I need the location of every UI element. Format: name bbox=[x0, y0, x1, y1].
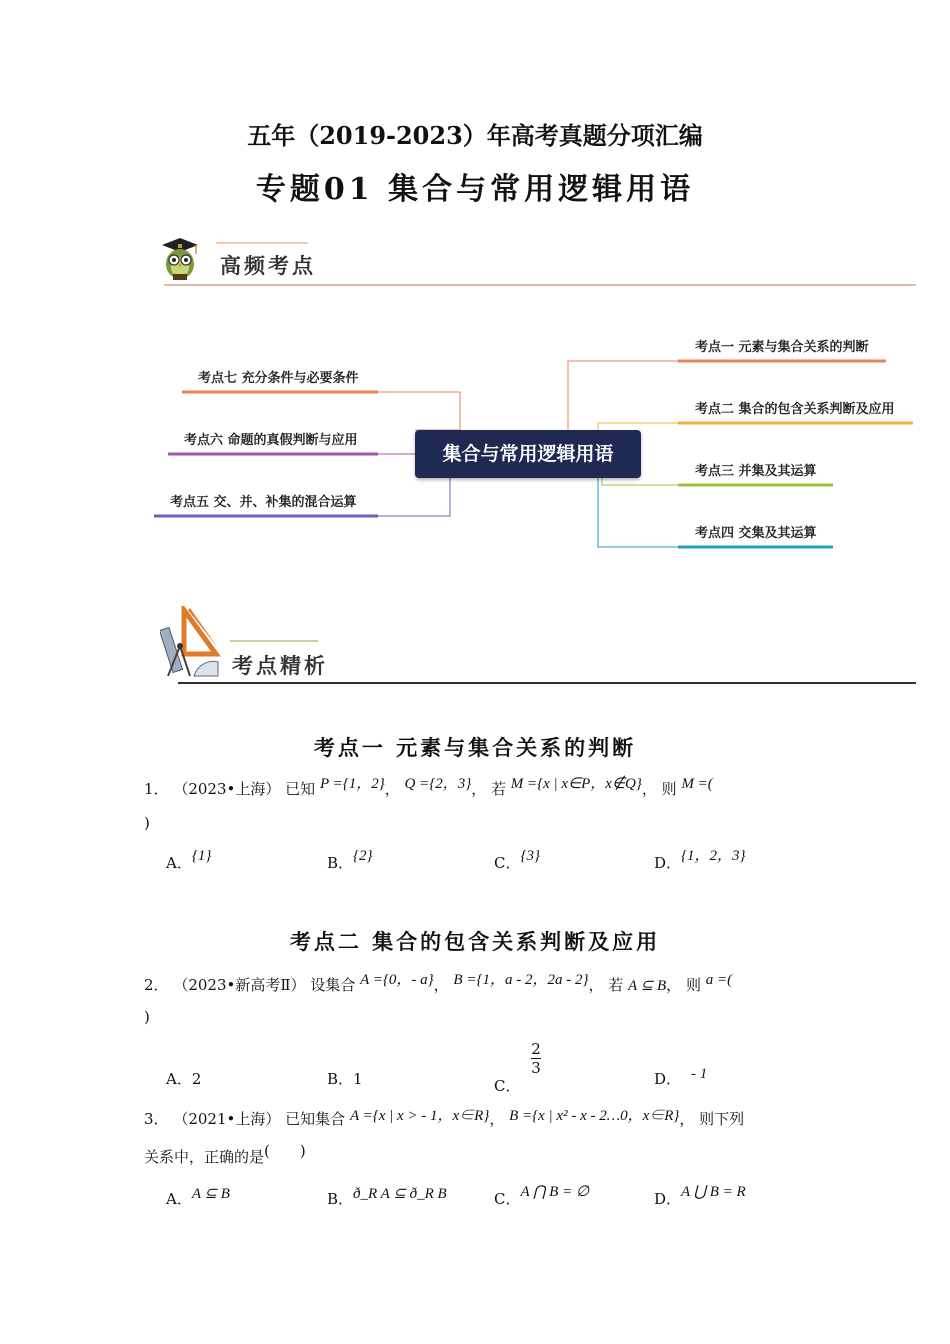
page-subtitle: 专题01 集合与常用逻辑用语 bbox=[255, 172, 695, 207]
header-underline bbox=[178, 682, 916, 684]
question-source: （2023•上海） bbox=[173, 780, 281, 798]
question-number: 2． bbox=[144, 976, 169, 994]
option-value: - 1 bbox=[691, 1066, 708, 1082]
option-key: A． bbox=[166, 1070, 192, 1088]
option-value: {1} bbox=[191, 848, 212, 864]
question-ask: M =( bbox=[681, 776, 713, 792]
mindmap-node-topic-1: 考点一 元素与集合关系的判断 bbox=[695, 340, 869, 355]
set-P: P ={1，2} bbox=[319, 776, 385, 792]
high-freq-section-header bbox=[160, 234, 916, 290]
set-B: B ={1，a - 2，2a - 2} bbox=[453, 972, 589, 988]
question-text: 已知集合 bbox=[285, 1110, 346, 1128]
set-A: A ={0，- a} bbox=[360, 972, 434, 988]
option-key: A． bbox=[166, 1190, 192, 1208]
option-value: 1 bbox=[353, 1070, 363, 1088]
mindmap-center-node: 集合与常用逻辑用语 bbox=[415, 430, 641, 478]
mindmap-node-topic-4: 考点四 交集及其运算 bbox=[695, 526, 817, 541]
topic-heading-1: 考点一 元素与集合关系的判断 bbox=[313, 735, 637, 760]
option-key: C． bbox=[494, 854, 521, 872]
option-value: {1，2，3} bbox=[681, 848, 746, 864]
question-text: 若 bbox=[608, 976, 624, 994]
mindmap-node-topic-3: 考点三 并集及其运算 bbox=[695, 464, 817, 479]
question-text: 则 bbox=[661, 780, 677, 798]
option-key: B． bbox=[327, 854, 354, 872]
option-c[interactable] bbox=[494, 848, 540, 873]
geometry-tools-icon bbox=[160, 606, 222, 680]
question-text: 关系中，正确的是 bbox=[144, 1148, 265, 1166]
condition: A ⊆ B bbox=[628, 978, 667, 994]
mindmap-node-topic-6: 考点六 命题的真假判断与应用 bbox=[184, 433, 358, 448]
option-d[interactable] bbox=[654, 1066, 708, 1089]
question-1: 1． （2023•上海） 已知 P ={1，2}， Q ={2，3}， 若 M ={x | x∈P，x∉Q}， 则 M =( bbox=[144, 776, 713, 798]
mindmap-node-topic-5: 考点五 交、并、补集的混合运算 bbox=[170, 495, 357, 510]
option-key: C． bbox=[494, 1076, 521, 1095]
header-underline bbox=[164, 284, 916, 286]
option-key: B． bbox=[327, 1190, 354, 1208]
option-key: C． bbox=[494, 1190, 521, 1208]
fraction bbox=[531, 1040, 541, 1077]
page-title: 五年（2019-2023）年高考真题分项汇编 bbox=[247, 121, 703, 150]
question-close-paren: ) bbox=[144, 814, 150, 832]
question-close-paren: ) bbox=[144, 1008, 150, 1026]
option-key: A． bbox=[166, 854, 192, 872]
high-freq-label: 高频考点 bbox=[220, 253, 316, 278]
option-d[interactable] bbox=[654, 1184, 746, 1209]
fraction-numerator: 2 bbox=[531, 1040, 541, 1058]
set-A: A ={x | x > - 1，x∈R} bbox=[349, 1108, 490, 1124]
question-ask: a =( bbox=[705, 972, 733, 988]
option-value: A ⋃ B = R bbox=[681, 1184, 746, 1200]
question-3-line2 bbox=[144, 1142, 824, 1168]
mindmap-node-topic-7: 考点七 充分条件与必要条件 bbox=[198, 371, 359, 386]
question-text: 设集合 bbox=[310, 976, 356, 994]
question-3: 3． （2021•上海） 已知集合 A ={x | x > - 1，x∈R}， B ={x | x² - x - 2…0，x∈R}， 则下列 bbox=[144, 1108, 745, 1128]
option-key: D． bbox=[654, 1070, 682, 1088]
option-a[interactable] bbox=[166, 848, 212, 873]
question-2: 2． （2023•新高考Ⅱ） 设集合 A ={0，- a}， B ={1，a - 2，2a - 2}， 若 A ⊆ B， 则 a =( bbox=[144, 972, 733, 994]
set-M: M ={x | x∈P，x∉Q} bbox=[510, 776, 642, 792]
option-value: 2 bbox=[191, 1070, 202, 1088]
question-number: 1． bbox=[144, 780, 169, 798]
option-key: B． bbox=[327, 1070, 354, 1088]
analysis-section-header bbox=[160, 606, 916, 688]
option-b[interactable] bbox=[327, 1188, 447, 1209]
question-text: 若 bbox=[490, 780, 506, 798]
option-key: D． bbox=[654, 1190, 682, 1208]
question-source: （2023•新高考Ⅱ） bbox=[173, 976, 306, 994]
option-value: ð_R A ⊆ ð_R B bbox=[353, 1186, 447, 1202]
set-B: B ={x | x² - x - 2…0，x∈R} bbox=[509, 1108, 680, 1124]
analysis-label: 考点精析 bbox=[232, 653, 328, 678]
question-text: 则下列 bbox=[699, 1110, 745, 1128]
option-value: A ⋂ B = ∅ bbox=[520, 1184, 590, 1200]
option-a[interactable] bbox=[166, 1188, 230, 1209]
topic-heading-2: 考点二 集合的包含关系判断及应用 bbox=[289, 929, 661, 954]
mindmap-node-topic-2: 考点二 集合的包含关系判断及应用 bbox=[695, 402, 895, 417]
question-text: 则 bbox=[685, 976, 701, 994]
question-text: 已知 bbox=[285, 780, 316, 798]
option-d[interactable] bbox=[654, 848, 746, 873]
owl-teacher-icon bbox=[160, 236, 200, 282]
option-c[interactable] bbox=[494, 1184, 590, 1209]
option-value: A ⊆ B bbox=[191, 1186, 230, 1202]
header-bar-accent bbox=[216, 242, 308, 244]
option-value: {3} bbox=[520, 848, 540, 864]
fraction-denominator: 3 bbox=[531, 1059, 541, 1077]
question-source: （2021•上海） bbox=[173, 1110, 281, 1128]
answer-blank: ( ) bbox=[264, 1142, 306, 1160]
option-a[interactable] bbox=[166, 1068, 201, 1089]
option-c[interactable] bbox=[494, 1040, 541, 1095]
question-number: 3． bbox=[144, 1110, 169, 1128]
option-b[interactable] bbox=[327, 848, 373, 873]
option-value: {2} bbox=[353, 848, 373, 864]
set-Q: Q ={2，3} bbox=[404, 776, 472, 792]
option-key: D． bbox=[654, 854, 682, 872]
header-bar-accent bbox=[230, 640, 318, 642]
option-b[interactable] bbox=[327, 1068, 363, 1089]
